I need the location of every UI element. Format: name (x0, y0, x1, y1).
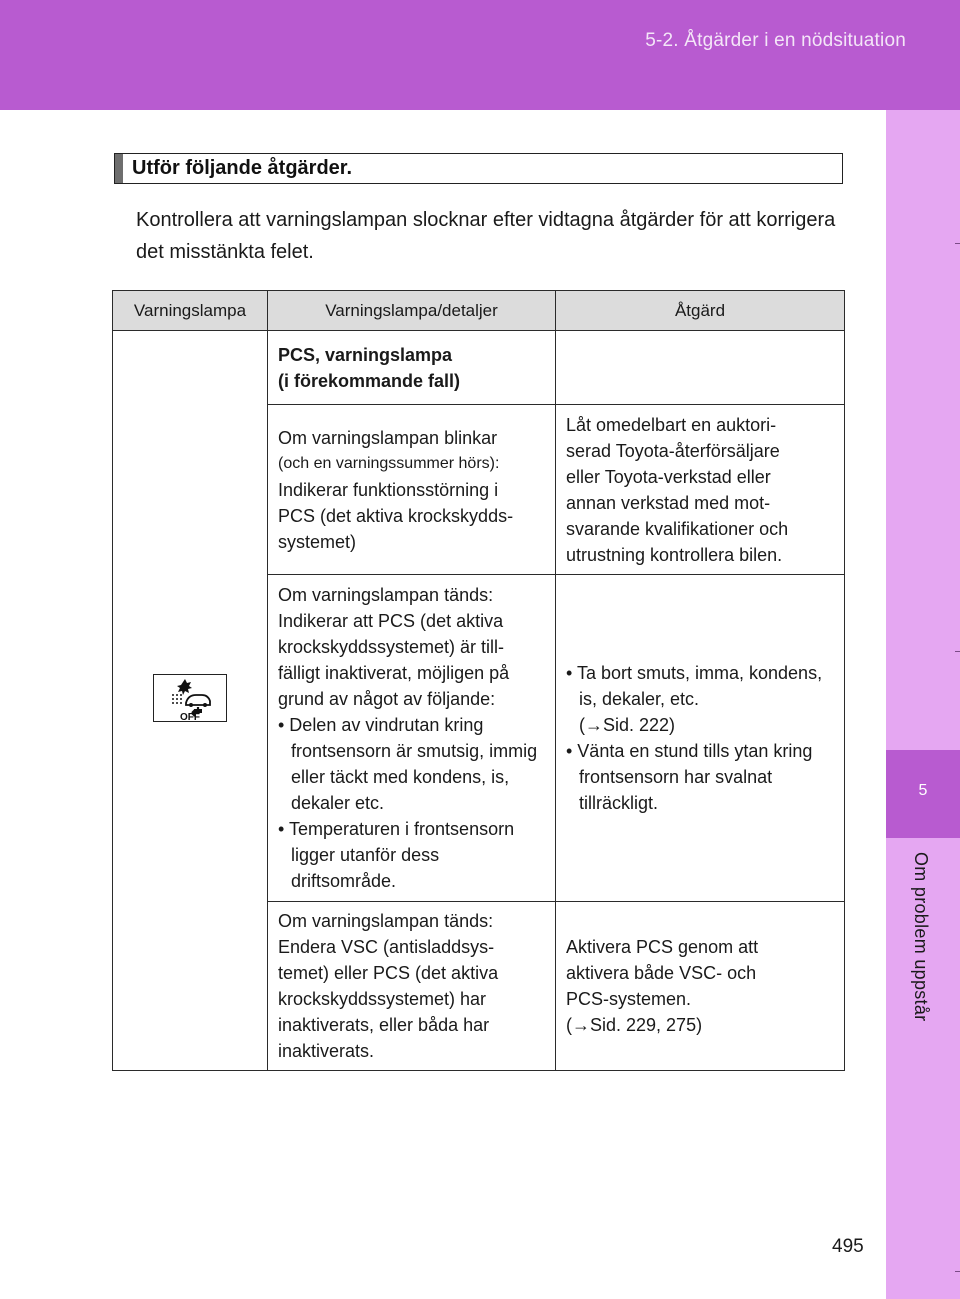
action-line: serad Toyota-återförsäljare (566, 440, 780, 461)
detail-line: grund av något av följande: (278, 689, 496, 709)
detail-line: krockskyddssystemet) är till- (278, 637, 505, 657)
header-band (0, 0, 960, 110)
action-line: aktivera både VSC- och (566, 963, 757, 983)
detail-line: PCS (det aktiva krockskydds- (278, 505, 514, 526)
intro-paragraph: Kontrollera att varningslampan slocknar efter vidtagna åtgärder för att korrigera det misstänkta felet. (136, 209, 836, 263)
detail-bullet: • Delen av vindrutan kring frontsensorn är smutsig, immig eller täckt med kondens, is, dekaler etc. (278, 715, 538, 813)
detail-line: Endera VSC (antisladdsys- (278, 937, 495, 957)
action-line: eller Toyota-verkstad eller (566, 466, 771, 487)
detail-bullet: • Temperaturen i frontsensorn ligger utanför dess driftsområde. (278, 819, 515, 891)
action-bullet: • Ta bort smuts, imma, kondens, is, dekaler, etc. (566, 663, 823, 709)
column-header: Varningslampa (113, 291, 268, 331)
warning-light-table (112, 290, 845, 1071)
heading-accent-bar (115, 154, 123, 183)
chapter-side-tab (886, 110, 960, 1299)
action-line: Aktivera PCS genom att (566, 937, 759, 957)
page-reference: (→Sid. 229, 275) (566, 1015, 703, 1035)
action-line: PCS-systemen. (566, 989, 692, 1009)
action-heading-box (114, 153, 843, 184)
chapter-title: Om problem uppstår (911, 852, 931, 1022)
action-reference (566, 712, 834, 738)
pcs-off-warning-icon (153, 674, 227, 722)
detail-line: Indikerar funktionsstörning i (278, 479, 499, 500)
detail-line: krockskyddssystemet) har (278, 989, 487, 1009)
detail-line: temet) eller PCS (det aktiva (278, 963, 499, 983)
action-cell (556, 575, 845, 902)
action-bullet: • Vänta en stund tills ytan kring frontsensorn har svalnat tillräckligt. (566, 741, 813, 813)
action-cell (556, 902, 845, 1071)
detail-line: fälligt inaktiverat, möjligen på (278, 663, 510, 683)
margin-tick (955, 1271, 960, 1272)
action-line: Låt omedelbart en auktori- (566, 414, 777, 435)
warning-light-cell (113, 331, 268, 1071)
detail-line: inaktiverats, eller båda har (278, 1015, 490, 1035)
pcs-off-icon-graphic (154, 675, 226, 721)
margin-tick (955, 243, 960, 244)
action-line: utrustning kontrollera bilen. (566, 544, 783, 565)
detail-line: systemet) (278, 531, 357, 552)
page-number: 495 (832, 1236, 864, 1257)
detail-cell (268, 575, 556, 902)
detail-cell (268, 331, 556, 405)
margin-tick (955, 651, 960, 652)
section-title: 5-2. Åtgärder i en nödsituation (645, 30, 906, 51)
table-header-row (113, 291, 845, 331)
table-row (113, 331, 845, 405)
detail-cell (268, 405, 556, 575)
column-header: Varningslampa/detaljer (268, 291, 556, 331)
pcs-title-line: (i förekommande fall) (278, 370, 461, 391)
action-cell (556, 331, 845, 405)
detail-line: inaktiverats. (278, 1041, 375, 1061)
action-line: annan verkstad med mot- (566, 492, 771, 513)
detail-line: Indikerar att PCS (det aktiva (278, 611, 504, 631)
column-header: Åtgärd (556, 291, 845, 331)
pcs-title-line: PCS, varningslampa (278, 344, 453, 365)
chapter-number: 5 (918, 782, 928, 799)
detail-line: Om varningslampan tänds: (278, 911, 494, 931)
action-cell (556, 405, 845, 575)
off-label: OFF (180, 711, 200, 721)
action-line: svarande kvalifikationer och (566, 518, 789, 539)
detail-line: Om varningslampan tänds: (278, 585, 494, 605)
detail-line: (och en varningssummer hörs): (278, 454, 500, 472)
action-heading: Utför följande åtgärder. (132, 157, 353, 179)
detail-line: Om varningslampan blinkar (278, 427, 498, 448)
page-reference: (→Sid. 222) (579, 715, 676, 735)
detail-cell (268, 902, 556, 1071)
